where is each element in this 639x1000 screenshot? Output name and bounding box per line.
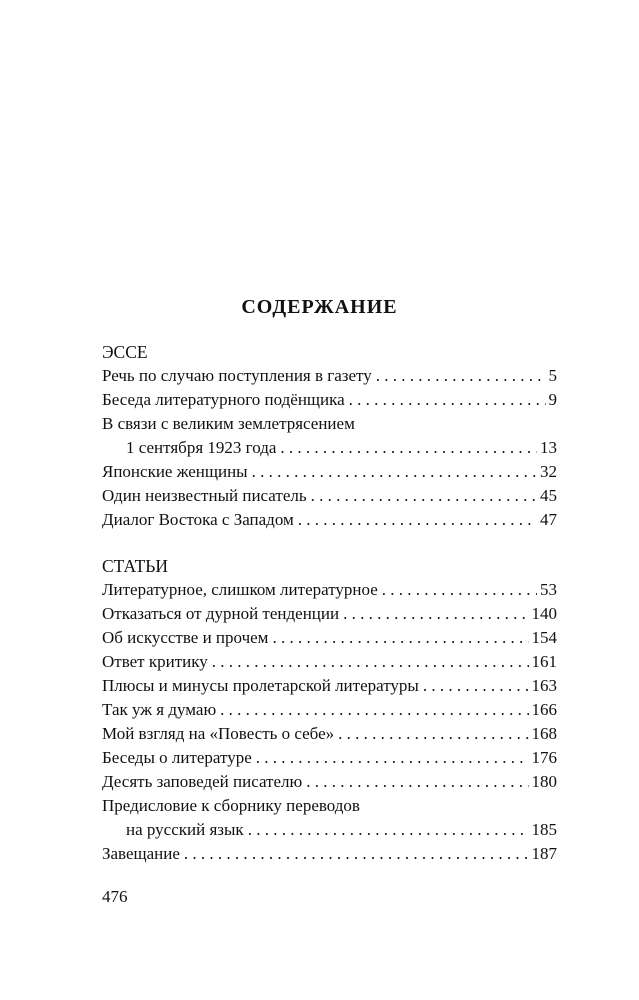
entry-title: Ответ критику [102, 652, 208, 671]
toc-entry [102, 602, 557, 626]
toc-entry [102, 842, 557, 866]
toc-entry [102, 650, 557, 674]
entry-page-number: 13 [540, 438, 557, 457]
entry-page-number: 53 [540, 580, 557, 599]
toc-entry [102, 746, 557, 770]
toc-entry [102, 770, 557, 794]
entry-page-number: 180 [531, 772, 557, 791]
dot-leader [212, 650, 529, 674]
dot-leader [256, 746, 529, 770]
entry-title: Предисловие к сборнику переводов [102, 796, 360, 815]
dot-leader [349, 388, 546, 412]
dot-leader [343, 602, 528, 626]
page-number-folio: 476 [102, 887, 128, 906]
section-spacer [102, 532, 557, 554]
entry-title: Мой взгляд на «Повесть о себе» [102, 724, 335, 743]
dot-leader [272, 626, 528, 650]
entry-title: Речь по случаю поступления в газету [102, 366, 372, 385]
table-of-contents [102, 340, 557, 866]
entry-page-number: 9 [548, 390, 557, 409]
entry-page-number: 47 [540, 510, 557, 529]
dot-leader [280, 436, 537, 460]
toc-entry [102, 674, 557, 698]
toc-entry [102, 698, 557, 722]
dot-leader [184, 842, 529, 866]
entry-title: Так уж я думаю [102, 700, 217, 719]
entry-page-number: 187 [531, 844, 557, 863]
entry-title: Один неизвестный писатель [102, 486, 307, 505]
entry-title: Плюсы и минусы пролетарской литературы [102, 676, 419, 695]
entry-page-number: 176 [531, 748, 557, 767]
dot-leader [311, 484, 537, 508]
dot-leader [248, 818, 529, 842]
entry-page-number: 32 [540, 462, 557, 481]
entry-page-number: 166 [531, 700, 557, 719]
page-title: СОДЕРЖАНИЕ [241, 296, 398, 318]
entry-title-continuation: 1 сентября 1923 года [126, 438, 277, 457]
entry-title: В связи с великим землетрясением [102, 414, 355, 433]
entry-page-number: 45 [540, 486, 557, 505]
entry-title-continuation: на русский язык [126, 820, 244, 839]
entry-title: Отказаться от дурной тенденции [102, 604, 340, 623]
toc-entry [102, 460, 557, 484]
dot-leader [376, 364, 546, 388]
dot-leader [298, 508, 537, 532]
dot-leader [338, 722, 528, 746]
toc-entry [102, 436, 557, 460]
section-heading-articles: СТАТЬИ [102, 556, 168, 576]
toc-entry [102, 818, 557, 842]
entry-page-number: 140 [531, 604, 557, 623]
entry-title: Литературное, слишком литературное [102, 580, 378, 599]
dot-leader [252, 460, 537, 484]
section-heading-essays: ЭССЕ [102, 342, 148, 362]
entry-title: Японские женщины [102, 462, 248, 481]
entry-title: Завещание [102, 844, 180, 863]
toc-entry [102, 508, 557, 532]
dot-leader [220, 698, 528, 722]
entry-page-number: 185 [531, 820, 557, 839]
toc-entry [102, 722, 557, 746]
entry-title: Десять заповедей писателю [102, 772, 303, 791]
entry-title: Беседа литературного подёнщика [102, 390, 345, 409]
toc-entry [102, 388, 557, 412]
entry-page-number: 5 [548, 366, 557, 385]
entry-title: Беседы о литературе [102, 748, 252, 767]
entry-page-number: 154 [531, 628, 557, 647]
dot-leader [423, 674, 529, 698]
entry-title: Об искусстве и прочем [102, 628, 269, 647]
toc-entry [102, 364, 557, 388]
toc-entry [102, 626, 557, 650]
toc-entry [102, 578, 557, 602]
dot-leader [306, 770, 528, 794]
toc-entry [102, 484, 557, 508]
dot-leader [382, 578, 537, 602]
entry-title: Диалог Востока с Западом [102, 510, 294, 529]
entry-page-number: 168 [531, 724, 557, 743]
entry-page-number: 163 [531, 676, 557, 695]
entry-page-number: 161 [531, 652, 557, 671]
